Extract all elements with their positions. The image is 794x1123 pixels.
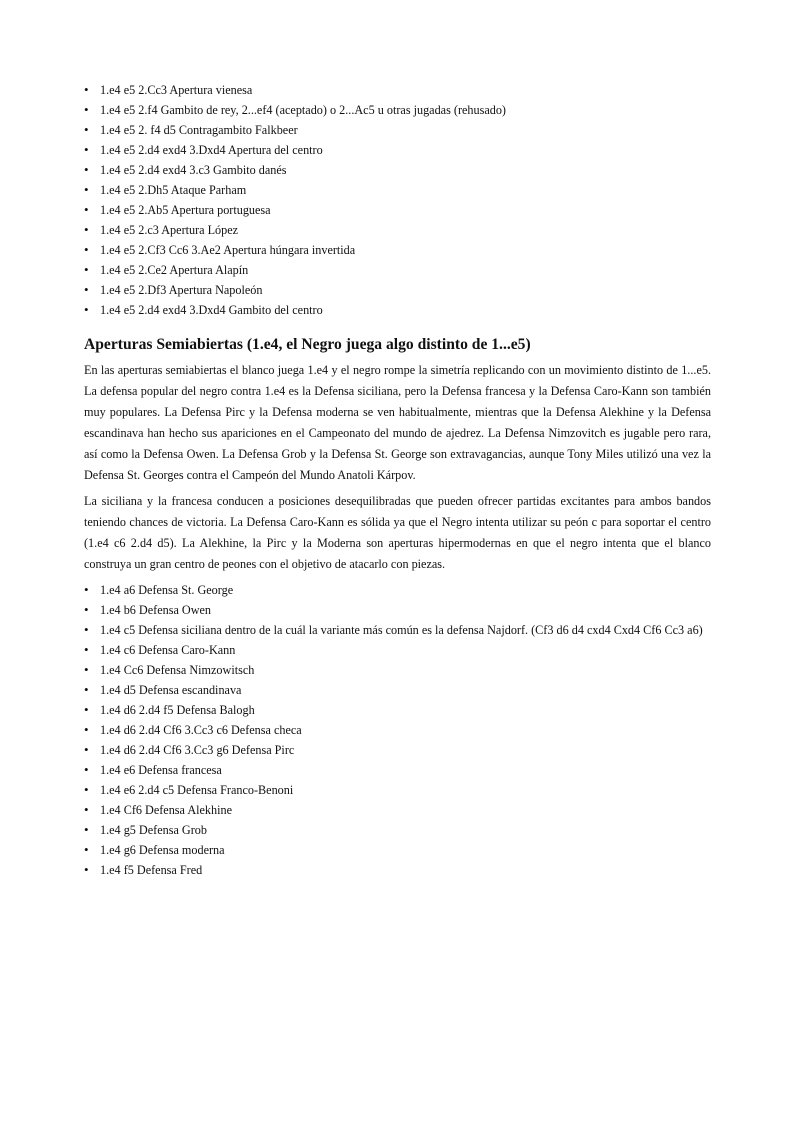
list-item — [84, 600, 711, 620]
bullet-icon: • — [84, 862, 89, 877]
bullet-icon: • — [84, 122, 89, 137]
paragraph-detail: La siciliana y la francesa conducen a posiciones desequilibradas que pueden ofrecer partidas excitantes para ambos bandos teniendo chances de victoria. La Defensa Caro-Kann es sólida ya que el Negro intenta utilizar su peón c para soportar el centro (1.e4 c6 2.d4 d5). La Alekhine, la Pirc y la Moderna son aperturas hipermodernas en que el negro intenta que el blanco construya un gran centro de peones con el objetivo de atacarlo con piezas. — [84, 494, 711, 571]
list-item — [84, 180, 711, 200]
list-item — [84, 620, 711, 640]
list-item — [84, 720, 711, 740]
bullet-icon: • — [84, 742, 89, 757]
semi-open-games-list — [84, 580, 711, 880]
list-item-text: 1.e4 d6 2.d4 Cf6 3.Cc3 g6 Defensa Pirc — [100, 743, 295, 757]
bullet-icon: • — [84, 782, 89, 797]
list-item-text: 1.e4 e6 Defensa francesa — [100, 763, 222, 777]
list-item-text: 1.e4 Cc6 Defensa Nimzowitsch — [100, 663, 255, 677]
bullet-icon: • — [84, 82, 89, 97]
bullet-icon: • — [84, 282, 89, 297]
list-item-text: 1.e4 e5 2.Cf3 Cc6 3.Ae2 Apertura húngara invertida — [100, 243, 356, 257]
list-item-text: 1.e4 e5 2. f4 d5 Contragambito Falkbeer — [100, 123, 298, 137]
list-item — [84, 300, 711, 320]
list-item — [84, 280, 711, 300]
list-item — [84, 640, 711, 660]
list-item — [84, 700, 711, 720]
list-item — [84, 200, 711, 220]
list-item — [84, 100, 711, 120]
list-item — [84, 120, 711, 140]
bullet-icon: • — [84, 642, 89, 657]
list-item — [84, 740, 711, 760]
list-item-text: 1.e4 e5 2.Ab5 Apertura portuguesa — [100, 203, 271, 217]
bullet-icon: • — [84, 602, 89, 617]
bullet-icon: • — [84, 102, 89, 117]
bullet-icon: • — [84, 722, 89, 737]
list-item — [84, 860, 711, 880]
document-page — [84, 80, 711, 880]
list-item — [84, 820, 711, 840]
section-heading: Aperturas Semiabiertas (1.e4, el Negro juega algo distinto de 1...e5) — [84, 336, 531, 353]
list-item — [84, 800, 711, 820]
bullet-icon: • — [84, 762, 89, 777]
list-item-text: 1.e4 e5 2.d4 exd4 3.Dxd4 Gambito del centro — [100, 303, 323, 317]
list-item-text: 1.e4 e5 2.Ce2 Apertura Alapín — [100, 263, 249, 277]
list-item — [84, 80, 711, 100]
list-item — [84, 680, 711, 700]
list-item-text: 1.e4 d6 2.d4 Cf6 3.Cc3 c6 Defensa checa — [100, 723, 302, 737]
list-item — [84, 220, 711, 240]
bullet-icon: • — [84, 822, 89, 837]
list-item-text: 1.e4 e5 2.f4 Gambito de rey, 2...ef4 (aceptado) o 2...Ac5 u otras jugadas (rehusado) — [100, 103, 506, 117]
list-item-text: 1.e4 g5 Defensa Grob — [100, 823, 207, 837]
list-item-text: 1.e4 d6 2.d4 f5 Defensa Balogh — [100, 703, 255, 717]
bullet-icon: • — [84, 682, 89, 697]
bullet-icon: • — [84, 162, 89, 177]
list-item — [84, 780, 711, 800]
bullet-icon: • — [84, 662, 89, 677]
paragraph-intro: En las aperturas semiabiertas el blanco juega 1.e4 y el negro rompe la simetría replicando con un movimiento distinto de 1...e5. La defensa popular del negro contra 1.e4 es la Defensa siciliana, pero la Defensa francesa y la Defensa Caro-Kann son también muy populares. La Defensa Pirc y la Defensa moderna se ven habitualmente, mientras que la Defensa Alekhine y la Defensa escandinava han hecho sus apariciones en el Campeonato del mundo de ajedrez. La Defensa Nimzovitch es jugable pero rara, así como la Defensa Owen. La Defensa Grob y la Defensa St. George son extravagancias, aunque Tony Miles utilizó una vez la Defensa St. Georges contra el Campeón del Mundo Anatoli Kárpov. — [84, 363, 711, 482]
bullet-icon: • — [84, 302, 89, 317]
list-item — [84, 580, 711, 600]
bullet-icon: • — [84, 582, 89, 597]
bullet-icon: • — [84, 842, 89, 857]
bullet-icon: • — [84, 802, 89, 817]
bullet-icon: • — [84, 142, 89, 157]
list-item-text: 1.e4 f5 Defensa Fred — [100, 863, 203, 877]
bullet-icon: • — [84, 182, 89, 197]
bullet-icon: • — [84, 202, 89, 217]
list-item-text: 1.e4 c6 Defensa Caro-Kann — [100, 643, 236, 657]
list-item — [84, 140, 711, 160]
list-item — [84, 660, 711, 680]
open-games-list — [84, 80, 711, 320]
list-item-text: 1.e4 e5 2.Df3 Apertura Napoleón — [100, 283, 263, 297]
list-item-text: 1.e4 e5 2.d4 exd4 3.c3 Gambito danés — [100, 163, 287, 177]
bullet-icon: • — [84, 242, 89, 257]
list-item — [84, 260, 711, 280]
list-item-text: 1.e4 Cf6 Defensa Alekhine — [100, 803, 232, 817]
bullet-icon: • — [84, 222, 89, 237]
list-item — [84, 240, 711, 260]
bullet-icon: • — [84, 622, 89, 637]
list-item-text: 1.e4 d5 Defensa escandinava — [100, 683, 242, 697]
bullet-icon: • — [84, 702, 89, 717]
list-item-text: 1.e4 e5 2.Cc3 Apertura vienesa — [100, 83, 253, 97]
list-item-text: 1.e4 a6 Defensa St. George — [100, 583, 234, 597]
list-item-text: 1.e4 e5 2.d4 exd4 3.Dxd4 Apertura del centro — [100, 143, 323, 157]
list-item-text: 1.e4 b6 Defensa Owen — [100, 603, 212, 617]
list-item-text: 1.e4 g6 Defensa moderna — [100, 843, 225, 857]
bullet-icon: • — [84, 262, 89, 277]
list-item-text: 1.e4 e5 2.Dh5 Ataque Parham — [100, 183, 247, 197]
list-item — [84, 840, 711, 860]
list-item-text: 1.e4 c5 Defensa siciliana dentro de la cuál la variante más común es la defensa Najdorf. (Cf3 d6 d4 cxd4 Cxd4 Cf6 Cc3 a6) — [100, 623, 703, 637]
list-item-text: 1.e4 e5 2.c3 Apertura López — [100, 223, 239, 237]
list-item — [84, 760, 711, 780]
list-item — [84, 160, 711, 180]
list-item-text: 1.e4 e6 2.d4 c5 Defensa Franco-Benoni — [100, 783, 294, 797]
